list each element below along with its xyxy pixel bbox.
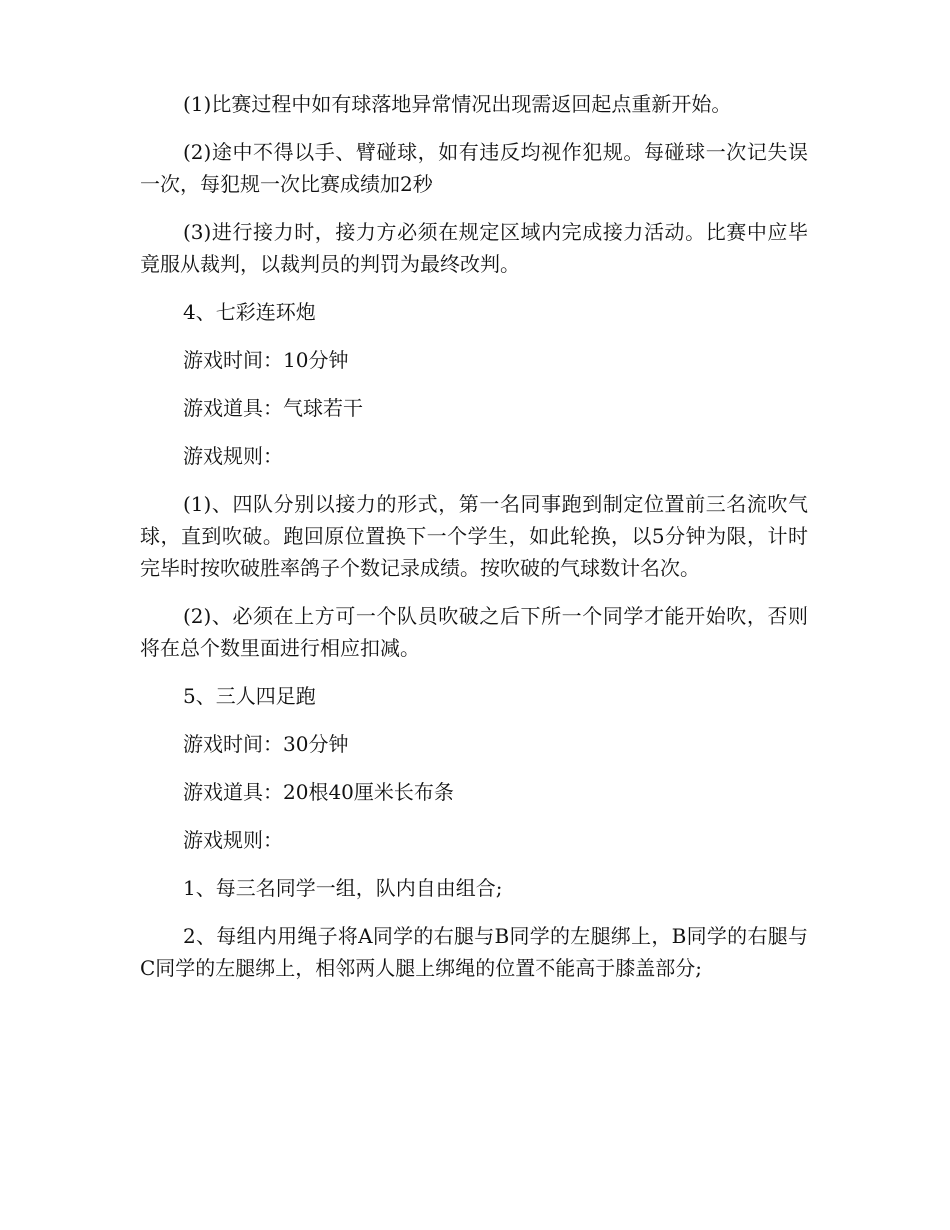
game-5-rules-label: 游戏规则： [183,828,283,852]
section-heading-game-4: 4、七彩连环炮 [183,300,316,324]
game-5-rule-1: 1、每三名同学一组，队内自由组合; [183,876,503,900]
document-body [140,88,808,1000]
game-5-rule-2: 2、每组内用绳子将A同学的右腿与B同学的左腿绑上，B同学的右腿与C同学的左腿绑上，相邻两人腿上绑绳的位置不能高于膝盖部分; [140,924,808,980]
game-4-rule-1: (1)、四队分别以接力的形式，第一名同事跑到制定位置前三名流吹气球，直到吹破。跑回原位置换下一个学生，如此轮换，以5分钟为限，计时完毕时按吹破胜率鸽子个数记录成绩。按吹破的气球数计名次。 [140,492,808,580]
game-4-rules-label: 游戏规则： [183,444,283,468]
paragraph-rule-ball-drop: (1)比赛过程中如有球落地异常情况出现需返回起点重新开始。 [183,92,732,116]
game-5-props: 游戏道具：20根40厘米长布条 [183,780,454,804]
paragraph-rule-no-hands: (2)途中不得以手、臂碰球，如有违反均视作犯规。每碰球一次记失误一次，每犯规一次比赛成绩加2秒 [140,140,808,196]
game-5-time: 游戏时间：30分钟 [183,732,349,756]
game-4-time: 游戏时间：10分钟 [183,348,349,372]
paragraph-rule-relay-zone: (3)进行接力时，接力方必须在规定区域内完成接力活动。比赛中应毕竟服从裁判，以裁判员的判罚为最终改判。 [140,220,808,276]
game-4-rule-2: (2)、必须在上方可一个队员吹破之后下所一个同学才能开始吹，否则将在总个数里面进行相应扣减。 [140,604,808,660]
game-4-props: 游戏道具：气球若干 [183,396,363,420]
section-heading-game-5: 5、三人四足跑 [183,684,316,708]
